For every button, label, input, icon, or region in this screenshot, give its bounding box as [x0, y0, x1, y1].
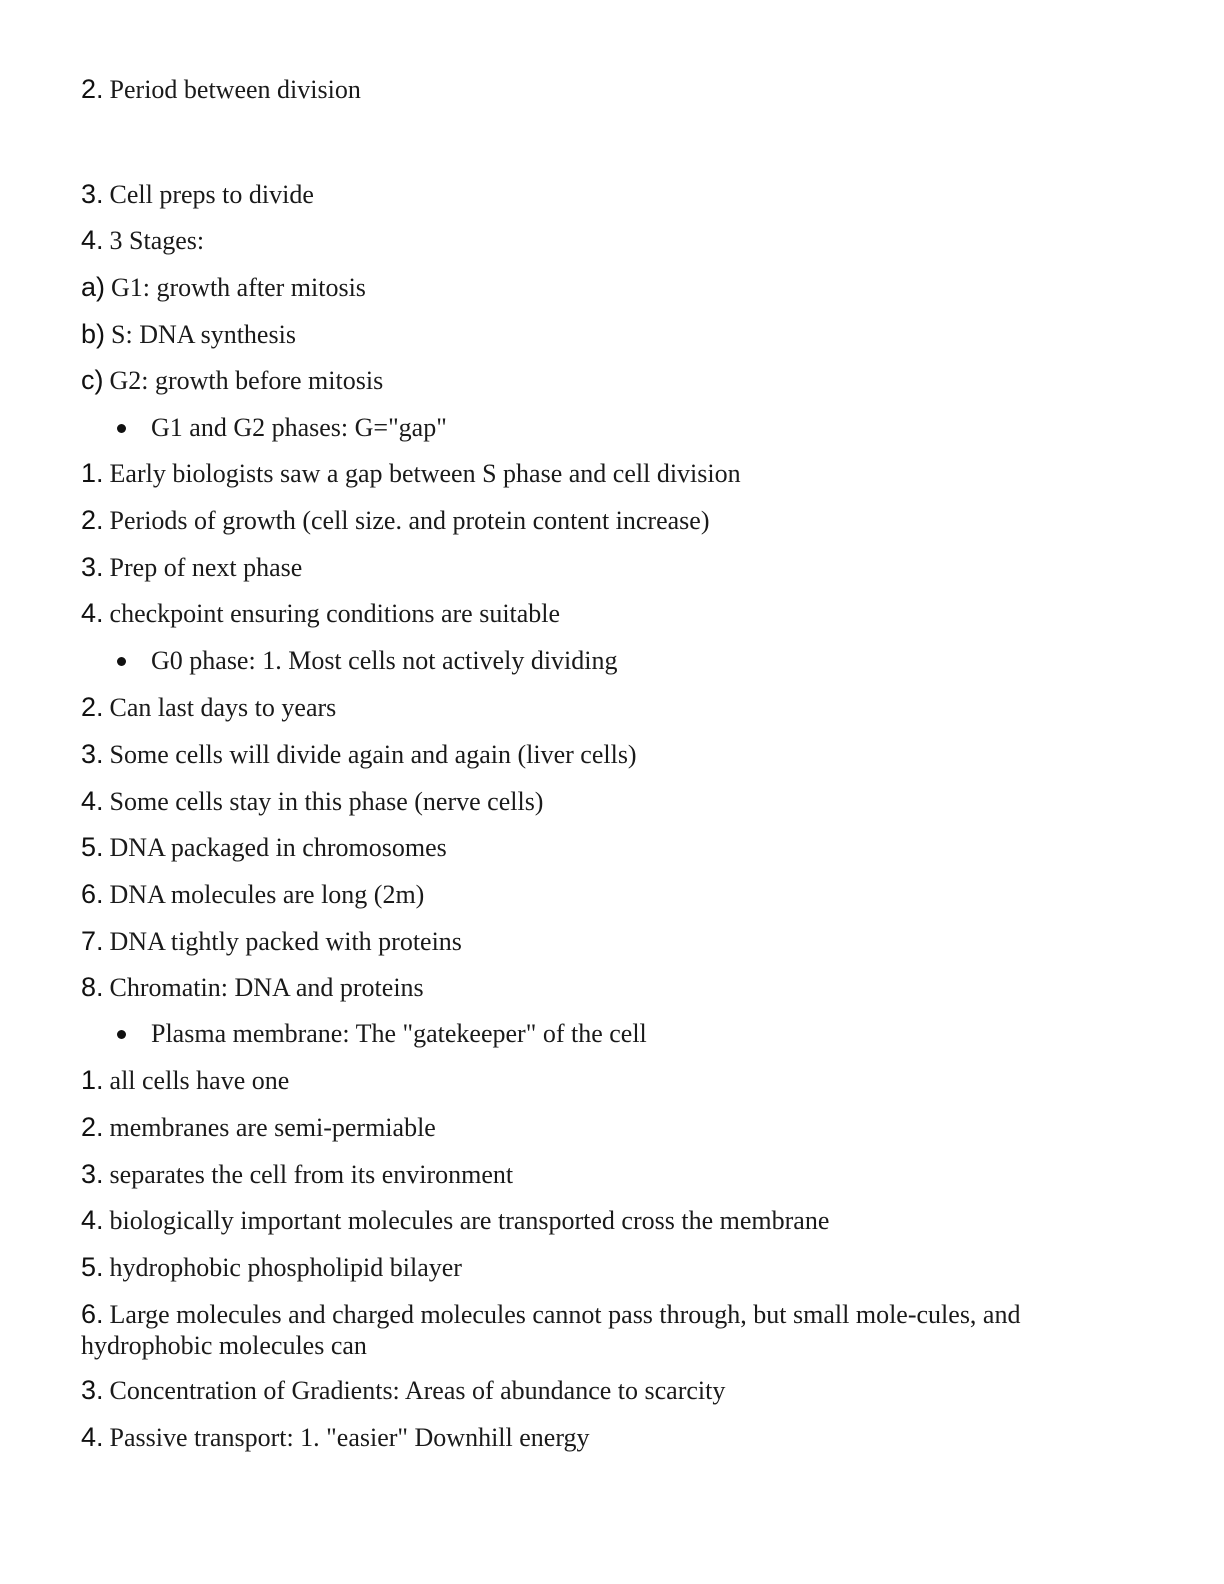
list-item-text: separates the cell from its environment — [109, 1160, 514, 1189]
list-item — [81, 926, 1121, 957]
list-item — [81, 1299, 1121, 1361]
list-item — [81, 692, 1121, 723]
list-item-text: Period between division — [109, 75, 361, 104]
list-marker: 5. — [81, 1252, 104, 1282]
list-marker: 3. — [81, 179, 104, 209]
list-marker: 4. — [81, 225, 104, 255]
list-item-text: Periods of growth (cell size. and protein content increase) — [109, 506, 710, 535]
list-marker: b) — [81, 319, 106, 349]
list-item-text: Some cells will divide again and again (liver cells) — [109, 740, 637, 769]
list-item-text: G2: growth before mitosis — [109, 366, 384, 395]
list-item — [81, 552, 1121, 583]
list-item-text: Can last days to years — [109, 693, 337, 722]
list-item — [81, 272, 1121, 303]
list-item-text: Cell preps to divide — [109, 180, 314, 209]
list-item — [81, 74, 1121, 105]
list-marker: 5. — [81, 832, 104, 862]
list-marker: 3. — [81, 552, 104, 582]
list-marker: 7. — [81, 926, 104, 956]
list-item-text: Prep of next phase — [109, 553, 303, 582]
list-item — [81, 1159, 1121, 1190]
list-item-text: checkpoint ensuring conditions are suitable — [109, 599, 561, 628]
list-item — [81, 458, 1121, 489]
list-marker: 2. — [81, 505, 104, 535]
list-marker: 4. — [81, 598, 104, 628]
list-marker: 1. — [81, 458, 104, 488]
list-item-text: S: DNA synthesis — [111, 320, 296, 349]
list-item-text: all cells have one — [109, 1066, 290, 1095]
list-item — [81, 1112, 1121, 1143]
list-item-text: DNA tightly packed with proteins — [109, 927, 462, 956]
list-marker: 4. — [81, 1422, 104, 1452]
list-item — [81, 1065, 1121, 1096]
list-item — [81, 598, 1121, 629]
list-marker: 2. — [81, 692, 104, 722]
bullet-item-text: Plasma membrane: The "gatekeeper" of the cell — [151, 1019, 647, 1048]
list-marker: a) — [81, 272, 106, 302]
list-item — [81, 739, 1121, 770]
bullet-item-text: G1 and G2 phases: G="gap" — [151, 413, 447, 442]
list-item — [81, 972, 1121, 1003]
bullet-item — [117, 412, 1157, 443]
list-item-text: DNA molecules are long (2m) — [109, 880, 425, 909]
bullet-icon — [117, 424, 126, 433]
list-item — [81, 225, 1121, 256]
list-item-text: Some cells stay in this phase (nerve cells) — [109, 787, 544, 816]
list-item-text: Large molecules and charged molecules cannot pass through, but small mole-cules, and hydrophobic molecules can — [81, 1300, 1021, 1360]
list-item — [81, 365, 1121, 396]
list-item-text: Early biologists saw a gap between S phase and cell division — [109, 459, 741, 488]
list-marker: 4. — [81, 786, 104, 816]
list-item-text: Concentration of Gradients: Areas of abundance to scarcity — [109, 1376, 726, 1405]
list-item-text: membranes are semi-permiable — [109, 1113, 436, 1142]
bullet-icon — [117, 657, 126, 666]
list-marker: 2. — [81, 74, 104, 104]
list-item — [81, 1422, 1121, 1453]
list-marker: c) — [81, 365, 104, 395]
list-marker: 6. — [81, 1299, 104, 1329]
bullet-icon — [117, 1030, 126, 1039]
bullet-item — [117, 645, 1157, 676]
list-item — [81, 1205, 1121, 1236]
list-item — [81, 832, 1121, 863]
list-marker: 4. — [81, 1205, 104, 1235]
list-item — [81, 1375, 1121, 1406]
list-marker: 3. — [81, 739, 104, 769]
list-item — [81, 505, 1121, 536]
list-item-text: DNA packaged in chromosomes — [109, 833, 447, 862]
list-item-text: Chromatin: DNA and proteins — [109, 973, 424, 1002]
list-marker: 6. — [81, 879, 104, 909]
list-item-text: Passive transport: 1. "easier" Downhill energy — [109, 1423, 590, 1452]
list-marker: 8. — [81, 972, 104, 1002]
list-item — [81, 319, 1121, 350]
list-marker: 2. — [81, 1112, 104, 1142]
list-marker: 3. — [81, 1159, 104, 1189]
list-item — [81, 179, 1121, 210]
bullet-item — [117, 1018, 1157, 1049]
list-item-text: biologically important molecules are transported cross the membrane — [109, 1206, 830, 1235]
list-item — [81, 786, 1121, 817]
list-marker: 3. — [81, 1375, 104, 1405]
bullet-item-text: G0 phase: 1. Most cells not actively dividing — [151, 646, 618, 675]
list-item-text: G1: growth after mitosis — [111, 273, 366, 302]
list-marker: 1. — [81, 1065, 104, 1095]
list-item — [81, 1252, 1121, 1283]
list-item-text: 3 Stages: — [109, 226, 205, 255]
list-item — [81, 879, 1121, 910]
list-item-text: hydrophobic phospholipid bilayer — [109, 1253, 462, 1282]
